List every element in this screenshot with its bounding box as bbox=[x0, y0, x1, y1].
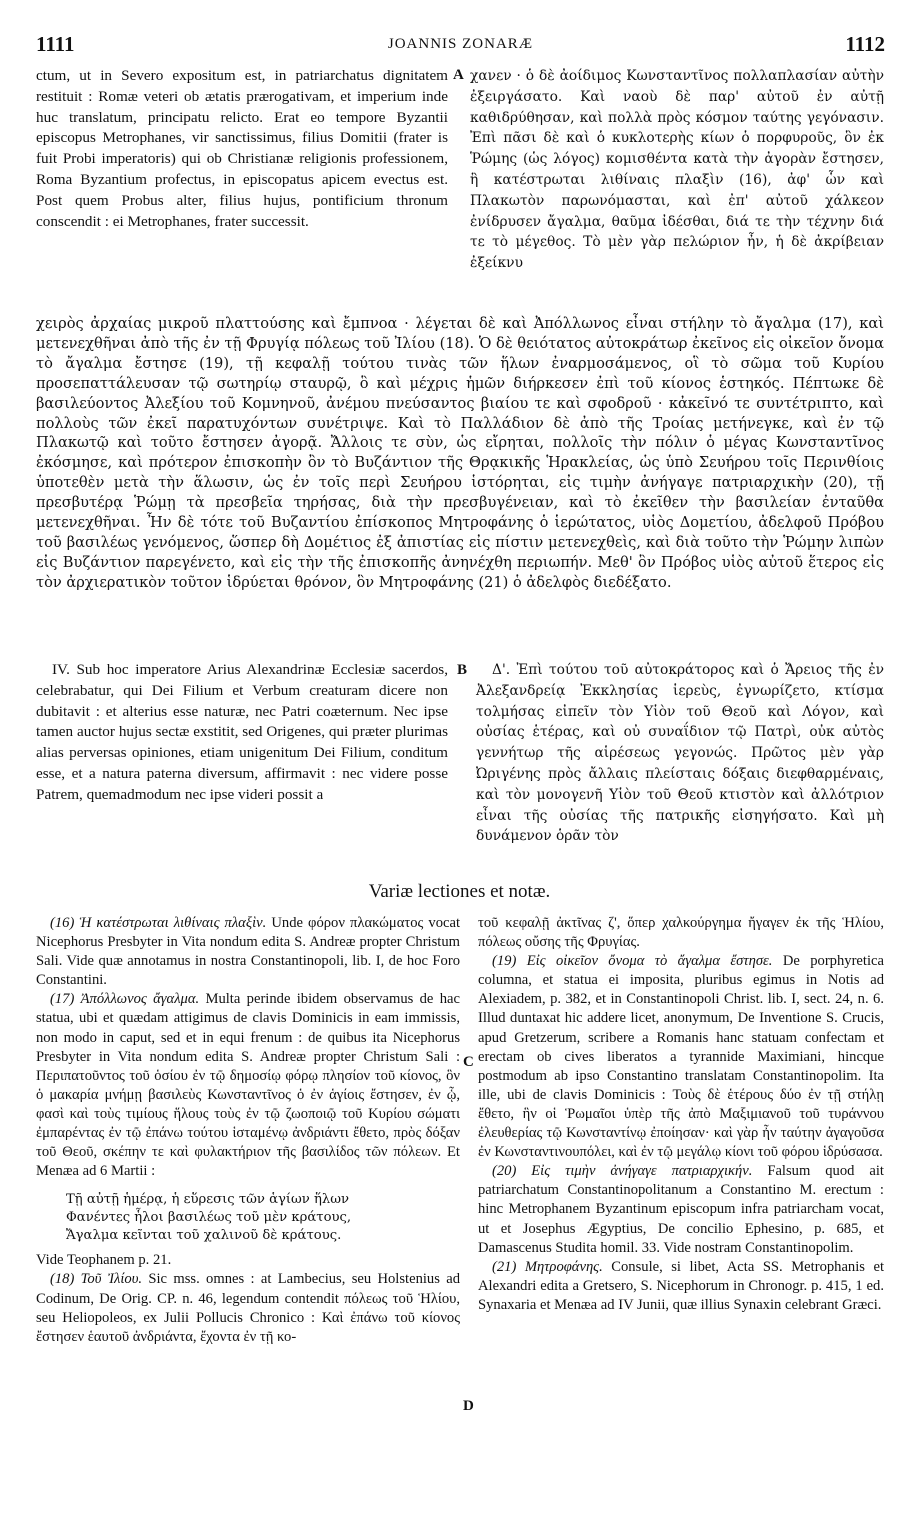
margin-marker-d: D bbox=[463, 1398, 474, 1414]
note-20-lemma: (20) Εἰς τιμὴν ἀνήγαγε πατριαρχικήν. bbox=[492, 1163, 753, 1180]
note-18 bbox=[36, 1270, 460, 1346]
note-21-lemma: (21) Μητροφάνης. bbox=[492, 1258, 603, 1275]
margin-marker-b: B bbox=[457, 662, 468, 678]
greek-column-top bbox=[470, 66, 884, 274]
note-17-tail: Vide Teophanem p. 21. bbox=[36, 1252, 172, 1269]
note-20 bbox=[478, 1162, 884, 1257]
running-title: JOANNIS ZONARÆ bbox=[387, 36, 534, 52]
note-16-text: Unde φόρον πλακώματος vocat Nicephorus Presbyter in Vita nondum edita S. Andreæ propter Christum Sali. Vide quæ annotamus in nostra Constantinopoli, lib. I, de hoc Foro Constantini. bbox=[36, 915, 460, 989]
note-19-lemma: (19) Εἰς οἰκεῖον ὄνομα τὸ ἄγαλμα ἔστησε. bbox=[492, 953, 773, 970]
greek-column-section4 bbox=[476, 660, 884, 847]
latin-column-top bbox=[36, 66, 448, 232]
note-18-continued: τοῦ κεφαλῇ ἀκτῖνας ζ', ὅπερ χαλκούργημα ἤγαγεν ἐκ τῆς Ἡλίου, πόλεως οὔσης τῆς Φρυγίας. bbox=[478, 915, 884, 951]
greek-text-top: χανεν · ὁ δὲ ἀοίδιμος Κωνσταντῖνος πολλαπλασίαν αὐτὴν ἐξειργάσατο. Καὶ ναοὺ δὲ παρ' αὐτοῦ ἐν αὐτῇ καθιδρύθησαν, καὶ πολλὰ πρὸς κόσμον ταύτης γεγόνασιν. Ἐπὶ πᾶσι δὲ καὶ ὁ κυκλοτερὴς κίων ὁ πορφυροῦς, ὃν ἐκ Ῥώμης (ὡς λόγος) κομισθέντα κατὰ τὴν ἀγορὰν ἔστησεν, ἣ κατέστρωται λιθίναις πλαξὶν (16), ἀφ' ὧν καὶ Πλακωτὸν παρωνόμασται, καὶ ἐπ' αὐτοῦ χάλκεον ἐνίδρυσεν ἄγαλμα, θαῦμα ἰδέσθαι, διά τε τὴν τέχνην διά τε τὸ μέγεθος. Τὸ μὲν γὰρ πελώριον ἦν, ἡ δὲ ἀκρίβειαν ἐξείκνυ bbox=[470, 68, 884, 272]
page-number-left: 1111 bbox=[36, 32, 75, 56]
greek-full-width-text: χειρὸς ἀρχαίας μικροῦ πλαττούσης καὶ ἔμπνοα · λέγεται δὲ καὶ Ἀπόλλωνος εἶναι στήλην τὸ ἄγαλμα (17), καὶ μετενεχθῆναι ἀπὸ τῆς ἐν τῇ Φρυγίᾳ πόλεως τοῦ Ἰλίου (18). Ὁ δὲ θειότατος αὐτοκράτωρ ἐκεῖνος εἰς οἰκεῖον ὄνομα τὸ ἄγαλμα ἔστησε (19), τῇ κεφαλῇ τούτου τινὰς τῶν ἥλων ἐναρμοσάμενος, οἳ τὸ σῶμα τοῦ Κυρίου προσεπαττάλευσαν τῷ σωτηρίῳ σταυρῷ, ὃ καὶ μέχρις ἡμῶν διήρκεσεν ἐπὶ τοῦ κίονος ἑστηκός. Πέπτωκε δὲ βασιλεύοντος Ἀλεξίου τοῦ Κομνηνοῦ, ἀνέμου πνεύσαντος βιαίου τε καὶ σφοδροῦ · κἀκεῖνό τε συντέτριπτο, καὶ πολλοὺς τῶν ἐκεῖ παρατυχόντων συνέτριψε. Καὶ τὸ Παλλάδιον δὲ ἀπὸ τῆς Τροίας μετήνεγκε, καὶ ἐν τῷ Πλακωτῷ καὶ τοῦτο ἔστησεν ἀγορᾷ. Ἄλλοις τε σὺν, ὡς εἴρηται, πολλοῖς τὴν πόλιν ὁ μέγας Κωνσταντῖνος ἐκόσμησε, καὶ πρότερον ἐπισκοπὴν ὂν τὸ Βυζάντιον τῆς Θρᾳκικῆς Ἡρακλείας, ὡς ὑπὸ Σευήρου τοῖς Περινθίοις ὑποτεθὲν μετὰ τὴν ἅλωσιν, ὡς ἐν τοῖς περὶ Σευήρου ἱστόρηται, εἰς τιμὴν ἀνήγαγε πατριαρχικὴν (20), τῇ πρεσβυτέρᾳ Ῥώμῃ τὰ πρεσβεῖα τηρήσας, διὰ τὴν πρεσβυγένειαν, καὶ τὸ ἐκεῖθεν τὴν βασιλείαν ἐνταῦθα μετενεχθῆναι. Ἦν δὲ τότε τοῦ Βυζαντίου ἐπίσκοπος Μητροφάνης ὁ ἱερώτατος, υἱὸς Δομετίου, ἀδελφοῦ Πρόβου τοῦ βασιλέως γενόμενος, ὥσπερ δὴ Δομέτιος ἐξ ἀπιστίας εἰς πίστιν μετενεχθεὶς, καὶ διὰ τοῦτο τὴν Ῥώμην λιπὼν εἰς Βυζάντιον παρεγένετο, καὶ εἰς τὴν τῆς ἐπισκοπῆς ἀνηνέχθη περιωπήν. Μεθ' ὃν Πρόβος υἱὸς αὐτοῦ ἕτερος εἰς τὸν ἀρχιερατικὸν τοῦτον ἱδρύεται θρόνον, ὃν Μητροφάνης (21) ὁ ἀδελφὸς διεδέξατο. bbox=[36, 315, 884, 591]
note-16 bbox=[36, 914, 460, 990]
greek-text-section4: Δ'. Ἐπὶ τούτου τοῦ αὐτοκράτορος καὶ ὁ Ἄρειος τῆς ἐν Ἀλεξανδρείᾳ Ἐκκλησίας ἱερεὺς, ἐγνωρίζετο, κτίσμα τολμήσας εἰπεῖν τὸν Υἱὸν τοῦ Θεοῦ καὶ Λόγον, καὶ οὐσίας ἑτέρας, καὶ οὐ συναΐδιον τῷ Πατρὶ, οὐκ αὐτὸς γεννήτωρ τῆς αἱρέσεως γεγονώς. Πρῶτος μὲν γὰρ Ὠριγένης πρὸς ἄλλαις πλείσταις δόξαις διεφθαρμέναις, καὶ τὸν μονογενῆ Υἱὸν τοῦ Θεοῦ κτιστὸν καὶ ἀλλότριον εἶναι τῆς οὐσίας τῆς πατρικῆς εἰσηγήσατο. Καὶ μὴ δυνάμενον ὁρᾶν τὸν bbox=[476, 662, 884, 845]
verse-line: Τῇ αὐτῇ ἡμέρᾳ, ἡ εὕρεσις τῶν ἁγίων ἥλων bbox=[66, 1192, 350, 1208]
note-17-text: Multa perinde ibidem observamus de hac statua, ubi et quædam attigimus de clavis Dominicis in eam immissis, non modo in caput, sed et in equi frenum : de quibus ita Nicephorus Presbyter in Vita nondum edita S. Andreæ propter Christum Sali : Περιπατοῦντος τοῦ ὁσίου ἐν τῷ δημοσίῳ φόρῳ πλησίον τοῦ κίονος, ὃν ὁ μακαρία μνήμῃ βασιλεὺς Κωνσταντῖνος ὁ ἐν ἁγίοις ἔστησεν, ἐν ᾧ, φασὶ καὶ τοὺς τιμίους ἥλους τοὺς ἐν τῷ ζωοποιῷ τοῦ Κυρίου σώματι ἐμπαρέντας ἐν τῷ ἐπάνω τούτου ἱσταμένῳ ἀνδριάντι ἔθετο, πρὸς δόξαν τοῦ Θεοῦ, σκέπην τε καὶ φυλακτήριον τῆς βασιλίδος τῶν πόλεων. Et Menæa ad 6 Martii : bbox=[36, 991, 460, 1180]
note-18-lemma: (18) Τοῦ Ἰλίου. bbox=[50, 1271, 143, 1288]
margin-marker-c: C bbox=[463, 1054, 474, 1070]
latin-text-section4: IV. Sub hoc imperatore Arius Alexandrinæ Ecclesiæ sacerdos, celebrabatur, qui Dei Filium et Verbum creaturam dicere non dubitavit : et alterius esse naturæ, nec Patri coæternum. Nec ipse tamen auctor hujus sectæ exstitit, sed Origenes, qui præter plurimas alias perversas opiniones, etiam unigenitum Dei Filium, conditum esse, et a natura paterna diversum, affirmavit : nec videre posse Patrem, quemadmodum nec ipse videri possit a bbox=[36, 661, 448, 803]
verse-line: Φανέντες ἧλοι βασιλέως τοῦ μὲν κράτους, bbox=[66, 1210, 352, 1226]
menaea-verse bbox=[66, 1191, 460, 1245]
margin-marker-a: A bbox=[453, 67, 464, 83]
greek-full-width bbox=[36, 314, 884, 593]
verse-line: Ἄγαλμα κεῖνται τοῦ χαλινοῦ δὲ κράτους. bbox=[66, 1228, 342, 1244]
notes-heading: Variæ lectiones et notæ. bbox=[368, 881, 551, 902]
note-16-lemma: (16) Ἡ κατέστρωται λιθίναις πλαξὶν. bbox=[50, 915, 267, 931]
note-21-text: Consule, si libet, Acta SS. Metrophanis et Alexandri edita a Gretsero, S. Nicephorum in Chronogr. p. 415, 1 ed. Synaxaria et Menæa ad IV Junii, quæ illius Synaxin celebrant Græci. bbox=[478, 1258, 884, 1313]
notes-left-column bbox=[36, 914, 460, 1347]
note-17-lemma: (17) Ἀπόλλωνος ἄγαλμα. bbox=[50, 991, 200, 1008]
notes-right-column bbox=[478, 914, 884, 1315]
note-20-text: Falsum quod ait patriarchatum Constantinopolitanum a Constantino M. erectum : hinc Metrophanem Byzantinum episcopum infra patriarcham vocat, ut et Josephus Ægyptius, De concilio Ephesino, p. 685, et Damascenus Studita homil. 33. Vide nostram Constantinopolim. bbox=[478, 1163, 884, 1256]
note-17 bbox=[36, 990, 460, 1181]
note-18-text: Sic mss. omnes : at Lambecius, seu Holstenius ad Codinum, De Orig. CP. n. 46, legendum contendit πόλεως τοῦ Ἡλίου, seu Heliopoleos, ex Julii Pollucis Chronico : Καὶ ἐπάνω τοῦ κίονος ἔστησεν ἑαυτοῦ ἀνδριάντα, ἔχοντα ἐν τῇ κο- bbox=[36, 1271, 461, 1345]
note-19 bbox=[478, 952, 884, 1162]
latin-column-section4 bbox=[36, 660, 448, 806]
page-number-right: 1112 bbox=[845, 32, 885, 56]
latin-text-top: ctum, ut in Severo expositum est, in patriarchatus dignitatem restituit : Romæ veteri ob ætatis prærogativam, et imperium inde huc translatum, principatu relicto. Erat eo tempore Byzantii episcopus Metrophanes, vir sanctissimus, filius Domitii (frater is fuit Probi imperatoris) qui ob Christianæ religionis professionem, Roma Byzantium profectus, in episcopatus apicem evectus est. Post quem Probus alter, filius hujus, pontificium thronum conscendit : ei Metrophanes, frater successit. bbox=[36, 67, 448, 230]
note-19-text: De porphyretica columna, et statua ei imposita, pluribus egimus in Notis ad Alexiadem, p. 382, et in Constantinopoli Christ. lib. I, sect. 24, n. 6. Illud duntaxat hic addere licet, anonymum, De Inventione S. Crucis, apud Gretzerum, scribere a Romanis hanc statuam confectam et erectam ob cives liberatos a tyrannide Maximiani, hincque postmodum ab ipso Constantino translatam Constantinopolim. Ita ille, ubi de clavis Dominicis : Τοὺς δὲ ἑτέρους δύο ἐν τῇ στήλῃ ἔθετο, ἣν οἱ Ῥωμαῖοι ὑπὲρ τῆς ἀπὸ Μαξιμιανοῦ τοῦ τυράννου ἐλευθερίας τῷ Κωνσταντίνῳ ἐποίησαν· καὶ γὰρ ἦν ταύτην ἀγαγοῦσα ἐν Κωνσταντινουπόλει, καὶ ἐν τῷ μεγάλῳ κίονι τοῦ φόρου ἱδρύσασα. bbox=[478, 953, 884, 1161]
note-21 bbox=[478, 1258, 884, 1315]
running-header bbox=[36, 32, 885, 54]
